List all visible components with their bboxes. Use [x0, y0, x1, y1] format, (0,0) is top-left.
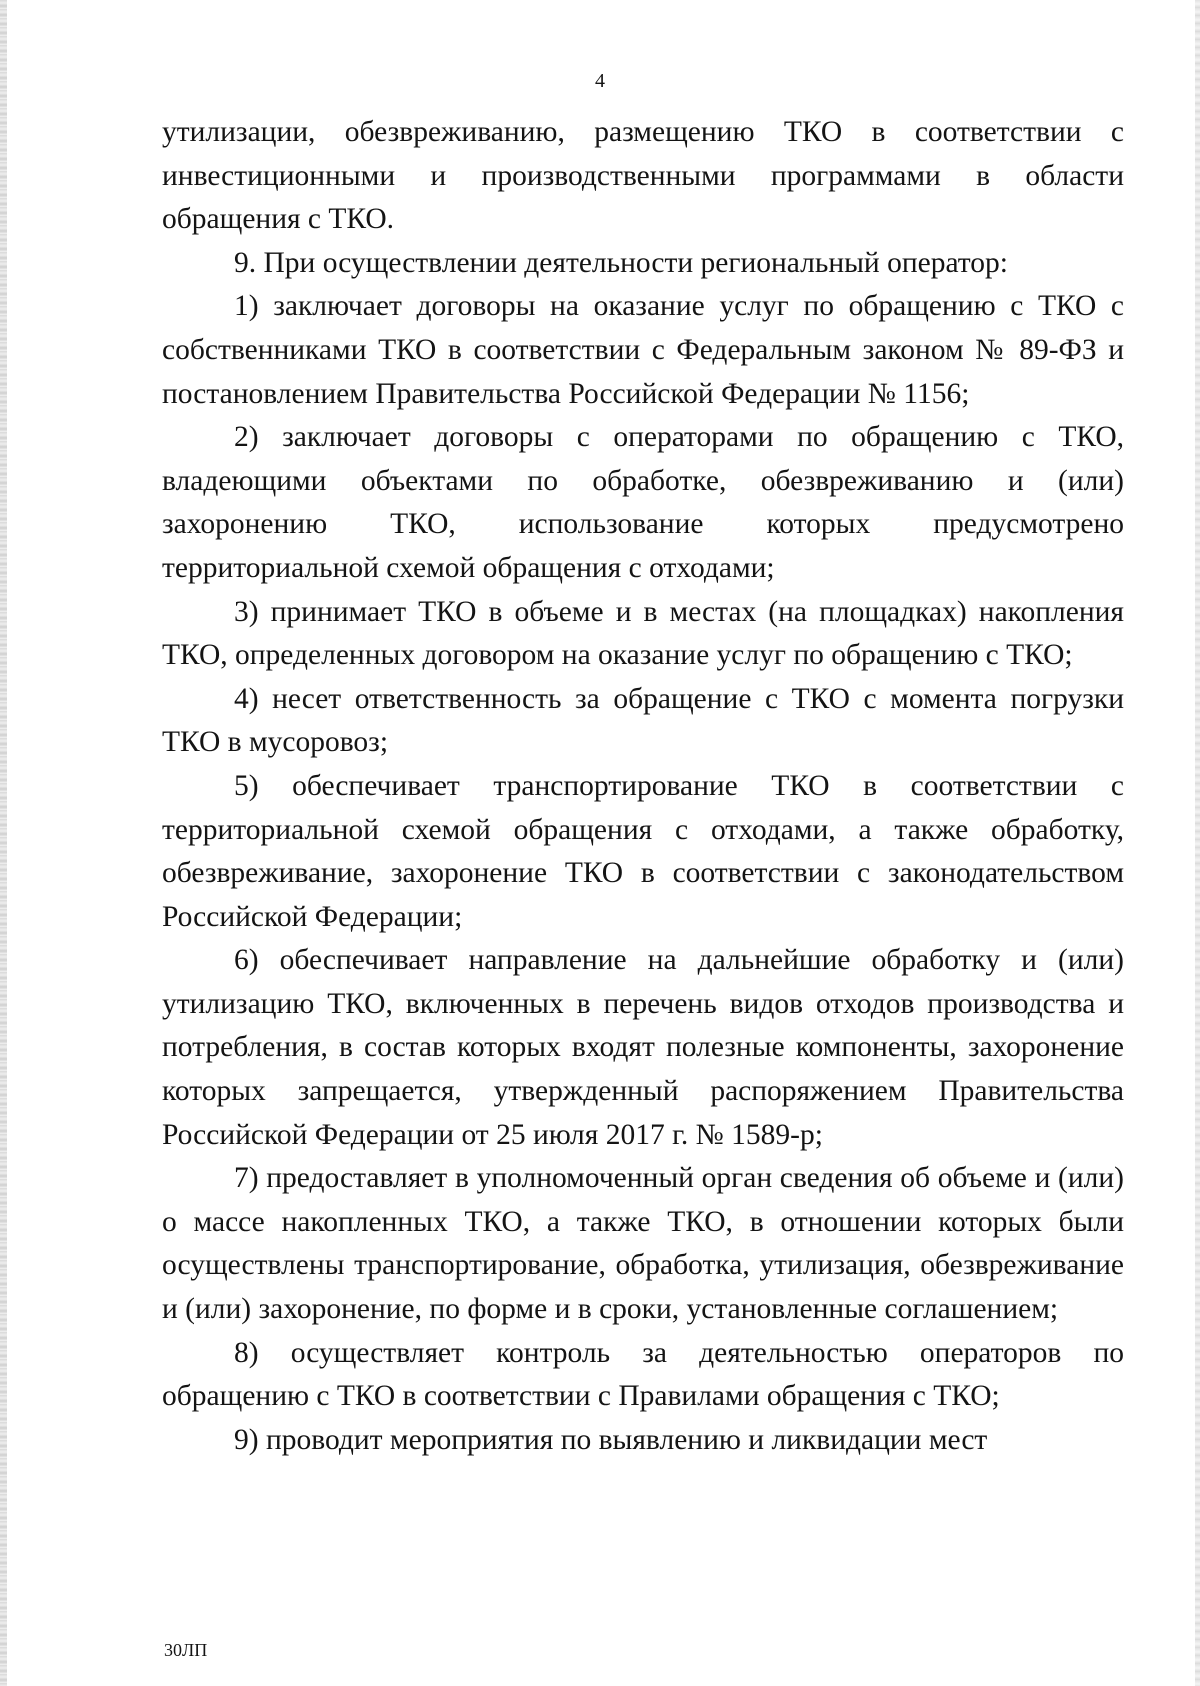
scan-edge-left — [0, 0, 7, 1686]
list-item-4: 4) несет ответственность за обращение с ТКО с момента погрузки ТКО в мусоровоз; — [162, 682, 1124, 759]
list-item-1: 1) заключает договоры на оказание услуг по обращению с ТКО с собственниками ТКО в соответствии с Федеральным законом № 89-ФЗ и постановлением Правительства Российской Федерации № 1156; — [162, 290, 1124, 410]
paragraph-clause-9: 9. При осуществлении деятельности региональный оператор: — [234, 246, 1009, 279]
list-item-9: 9) проводит мероприятия по выявлению и ликвидации мест — [234, 1423, 988, 1456]
list-item-8: 8) осуществляет контроль за деятельностью операторов по обращению с ТКО в соответствии с Правилами обращения с ТКО; — [162, 1336, 1124, 1413]
page-number: 4 — [595, 70, 605, 92]
list-item-3: 3) принимает ТКО в объеме и в местах (на площадках) накопления ТКО, определенных договором на оказание услуг по обращению с ТКО; — [162, 595, 1124, 672]
list-item-5: 5) обеспечивает транспортирование ТКО в соответствии с территориальной схемой обращения с отходами, а также обработку, обезвреживание, захоронение ТКО в соответствии с законодательством Российской Федерации; — [162, 769, 1124, 933]
list-item-2: 2) заключает договоры с операторами по обращению с ТКО, владеющими объектами по обработке, обезвреживанию и (или) захоронению ТКО, использование которых предусмотрено территориальной схемой обращения с отходами; — [162, 421, 1124, 584]
paragraph-continuation: утилизации, обезвреживанию, размещению ТКО в соответствии с инвестиционными и производственными программами в области обращения с ТКО. — [162, 116, 1124, 236]
footer-document-code: 30ЛП — [164, 1640, 208, 1660]
document-body — [162, 111, 1124, 1462]
list-item-6: 6) обеспечивает направление на дальнейшие обработку и (или) утилизацию ТКО, включенных в перечень видов отходов производства и потребления, в состав которых входят полезные компоненты, захоронение которых запрещается, утвержденный распоряжением Правительства Российской Федерации от 25 июля 2017 г. № 1589-р; — [162, 944, 1124, 1151]
scan-edge-right — [1195, 0, 1200, 1686]
list-item-7: 7) предоставляет в уполномоченный орган сведения об объеме и (или) о массе накопленных ТКО, а также ТКО, в отношении которых были осуществлены транспортирование, обработка, утилизация, обезвреживание и (или) захоронение, по форме и в сроки, установленные соглашением; — [162, 1162, 1124, 1326]
